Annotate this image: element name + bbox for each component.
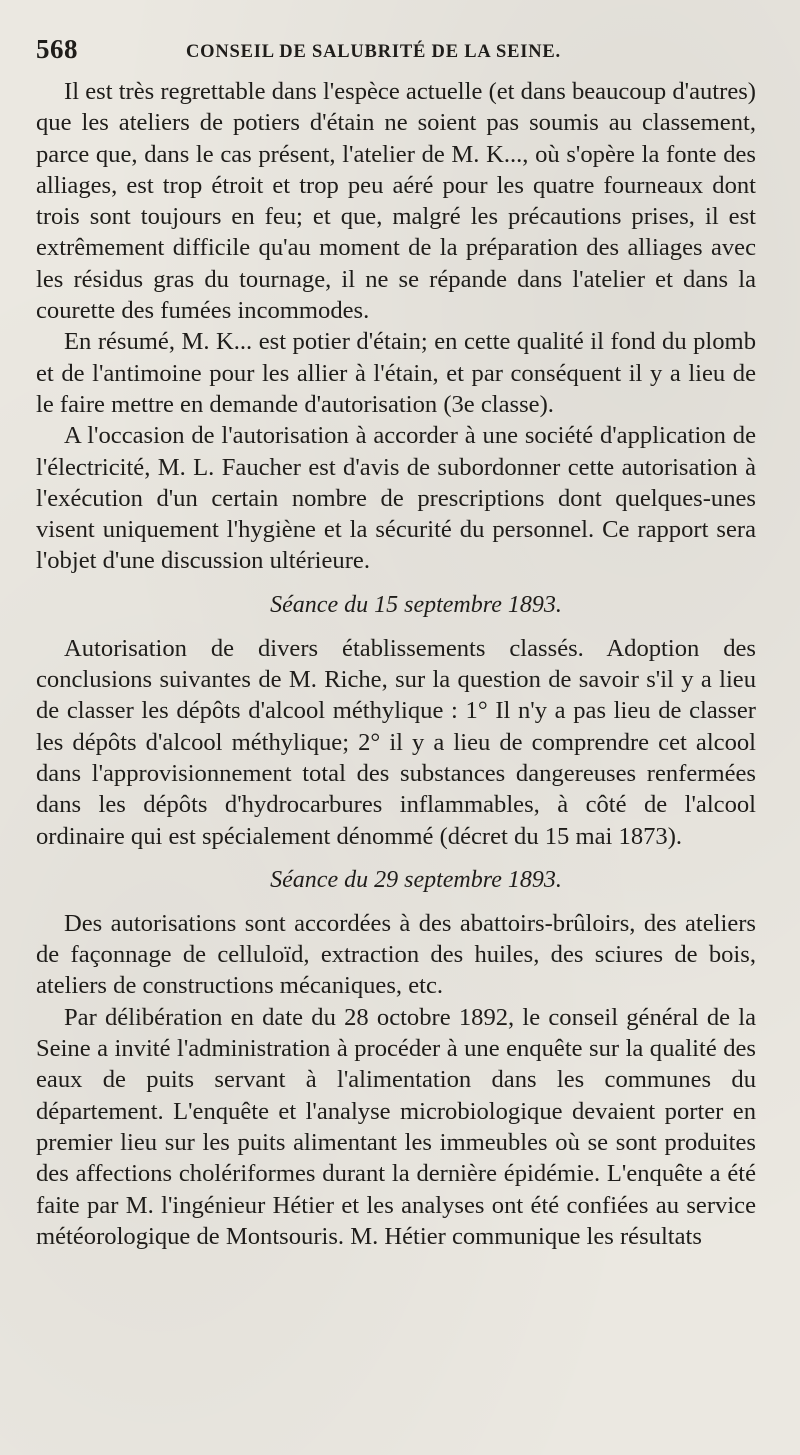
session-heading: Séance du 29 septembre 1893. bbox=[270, 866, 562, 893]
running-head: CONSEIL DE SALUBRITÉ DE LA SEINE. bbox=[186, 42, 561, 62]
paragraph: Par délibération en date du 28 octobre 1892, le conseil général de la Seine a invité l'administration à procéder à une enquête sur la qualité des eaux de puits servant à l'alimentation dans les communes du département. L'enquête et l'analyse microbiologique devaient porter en premier lieu sur les puits alimentant les immeubles où se sont produites des affections cholériformes durant la dernière épidémie. L'enquête a été faite par M. l'ingénieur Hétier et les analyses ont été confiées au service météorologique de Montsouris. M. Hétier communique les résultats bbox=[36, 1003, 756, 1250]
body-text bbox=[36, 76, 756, 1252]
paragraph: Il est très regrettable dans l'espèce actuelle (et dans beaucoup d'autres) que les ateliers de potiers d'étain ne soient pas soumis au classement, parce que, dans le cas présent, l'atelier de M. K..., où s'opère la fonte des alliages, est trop étroit et trop peu aéré pour les quatre fourneaux dont trois sont toujours en feu; et que, malgré les précautions prises, il est extrêmement difficile qu'au moment de la préparation des alliages avec les résidus gras du tournage, il ne se répande dans l'atelier et dans la courette des fumées incommodes. bbox=[36, 78, 756, 325]
page-number: 568 bbox=[36, 34, 78, 64]
paragraph: Autorisation de divers établissements classés. Adoption des conclusions suivantes de M. Riche, sur la question de savoir s'il y a lieu de classer les dépôts d'alcool méthylique : 1° Il n'y a pas lieu de classer les dépôts d'alcool méthylique; 2° il y a lieu de comprendre cet alcool dans l'approvisionnement total des substances dangereuses renfermées dans les dépôts d'hydrocarbures inflammables, à côté de l'alcool ordinaire qui est spécialement dénommé (décret du 15 mai 1873). bbox=[36, 634, 756, 850]
paragraph: En résumé, M. K... est potier d'étain; en cette qualité il fond du plomb et de l'antimoine pour les allier à l'étain, et par conséquent il y a lieu de le faire mettre en demande d'autorisation (3e classe). bbox=[36, 328, 756, 418]
page-header bbox=[36, 34, 756, 70]
paragraph: A l'occasion de l'autorisation à accorder à une société d'application de l'électricité, M. L. Faucher est d'avis de subordonner cette autorisation à l'exécution d'un certain nombre de prescriptions dont quelques-unes visent uniquement l'hygiène et la sécurité du personnel. Ce rapport sera l'objet d'une discussion ultérieure. bbox=[36, 422, 756, 575]
session-heading: Séance du 15 septembre 1893. bbox=[270, 591, 562, 618]
paragraph: Des autorisations sont accordées à des abattoirs-brûloirs, des ateliers de façonnage de celluloïd, extraction des huiles, des sciures de bois, ateliers de constructions mécaniques, etc. bbox=[36, 909, 756, 1000]
